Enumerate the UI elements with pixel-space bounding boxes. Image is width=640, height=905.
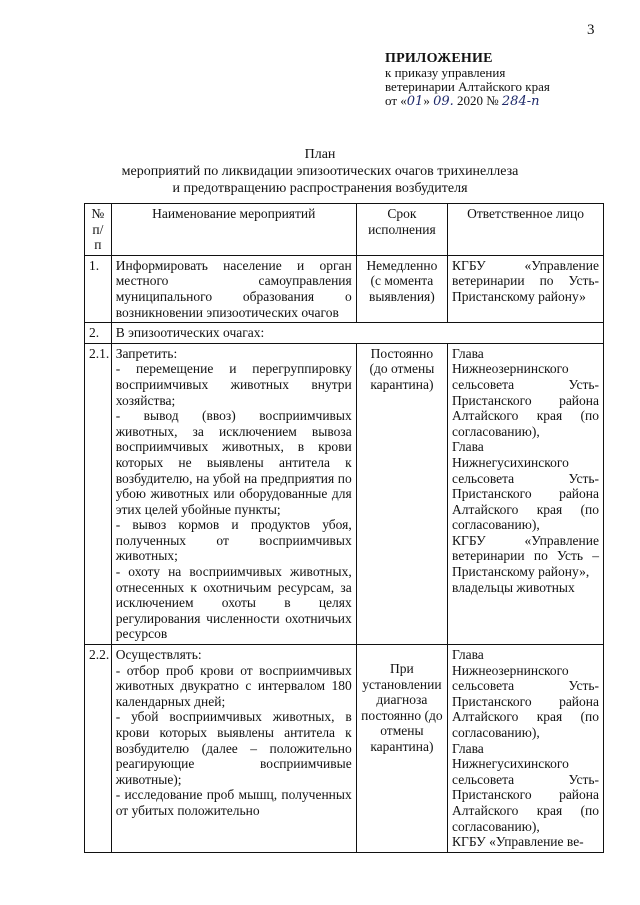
header-name: Наименование мероприятий (111, 204, 356, 256)
row1-responsible: КГБУ «Управление ветеринарии по Усть-Пристанскому району» (448, 255, 604, 322)
appendix-line2: ветеринарии Алтайского края (385, 79, 550, 94)
appendix-date-line (385, 94, 550, 109)
row22-name-line: - убой восприимчивых животных, в крови которых выявлены антитела к возбудителю (далее – положительно реагирующие восприимчивые животные); (115, 709, 352, 787)
row21-name-line: - вывоз кормов и продуктов убоя, полученных от восприимчивых животных; (115, 517, 352, 564)
date-mid: » (423, 93, 434, 108)
appendix-block (385, 52, 550, 109)
row21-name (111, 343, 356, 644)
row21-name-line: - перемещение и перегруппировку восприимчивых животных внутри хозяйства; (115, 361, 352, 408)
row21-responsible-line: КГБУ «Управление ветеринарии по Усть – Пристанскому району», (452, 532, 599, 580)
table-row (85, 645, 604, 853)
page-number: 3 (587, 22, 595, 38)
row21-name-line: Запретить: (115, 345, 178, 361)
row1-term: Немедленно (с момента выявления) (356, 255, 447, 322)
row1-num: 1. (85, 255, 112, 322)
row2-num: 2. (85, 323, 112, 344)
row22-responsible-line: Глава Нижнегусихинского сельсовета Усть-Пристанского района Алтайского края (по согласованию), (452, 740, 599, 834)
date-prefix: от « (385, 93, 407, 108)
row22-term: При установлении диагноза постоянно (до отмены карантина) (356, 645, 447, 853)
row2-name: В эпизоотических очагах: (111, 323, 603, 344)
row21-name-line: - вывод (ввоз) восприимчивых животных, за исключением вывоза восприимчивых животных, в крови которых не выявлены антитела к возбудителю, на убой на предприятия по убою животных или оборудованные для этих целей убойные пункты; (115, 408, 352, 517)
appendix-title: ПРИЛОЖЕНИЕ (385, 51, 493, 66)
table-header-row (85, 204, 604, 256)
row1-name: Информировать население и орган местного самоуправления муниципального образования о возникновении эпизоотических очагов (111, 255, 356, 322)
row22-responsible (448, 645, 604, 853)
row22-responsible-line: КГБУ «Управление ве- (452, 834, 584, 850)
header-num: № п/п (85, 204, 112, 256)
handwritten-month: 09. (433, 94, 454, 109)
appendix-line1: к приказу управления (385, 65, 506, 80)
measures-table (84, 203, 604, 853)
row21-responsible-line: владельцы животных (452, 579, 575, 595)
plan-subtitle-2: и предотвращению распространения возбудителя (172, 181, 468, 196)
row21-responsible-line: Глава Нижнеозернинского сельсовета Усть-Пристанского района Алтайского края (по согласованию), (452, 345, 599, 439)
row22-name (111, 645, 356, 853)
row22-responsible-line: Глава Нижнеозернинского сельсовета Усть-Пристанского района Алтайского края (по согласованию), (452, 647, 599, 740)
table-row (85, 255, 604, 322)
handwritten-order-number: 284-п (501, 94, 540, 109)
row21-num: 2.1. (85, 343, 112, 644)
table-row (85, 343, 604, 644)
handwritten-day: 01 (406, 94, 424, 109)
row22-num: 2.2. (85, 645, 112, 853)
row21-responsible-line: Глава Нижнегусихинского сельсовета Усть-Пристанского района Алтайского края (по согласованию), (452, 439, 599, 533)
header-term: Срок исполнения (356, 204, 447, 256)
plan-title: План (304, 147, 336, 162)
row22-name-line: - исследование проб мышц, полученных от убитых положительно (115, 787, 352, 818)
row22-name-line: Осуществлять: (115, 647, 202, 663)
row22-name-line: - отбор проб крови от восприимчивых животных двукратно с интервалом 180 календарных дней; (115, 662, 352, 709)
table-row (85, 323, 604, 344)
plan-subtitle-1: мероприятий по ликвидации эпизоотических очагов трихинеллеза (121, 164, 519, 179)
header-responsible: Ответственное лицо (448, 204, 604, 256)
row21-responsible (448, 343, 604, 644)
row21-term: Постоянно (до отмены карантина) (356, 343, 447, 644)
date-year: 2020 № (453, 93, 502, 108)
row21-name-line: - охоту на восприимчивых животных, отнесенных к охотничьим ресурсам, за исключением охоты в целях регулирования численности охотничьих ресурсов (115, 564, 352, 642)
